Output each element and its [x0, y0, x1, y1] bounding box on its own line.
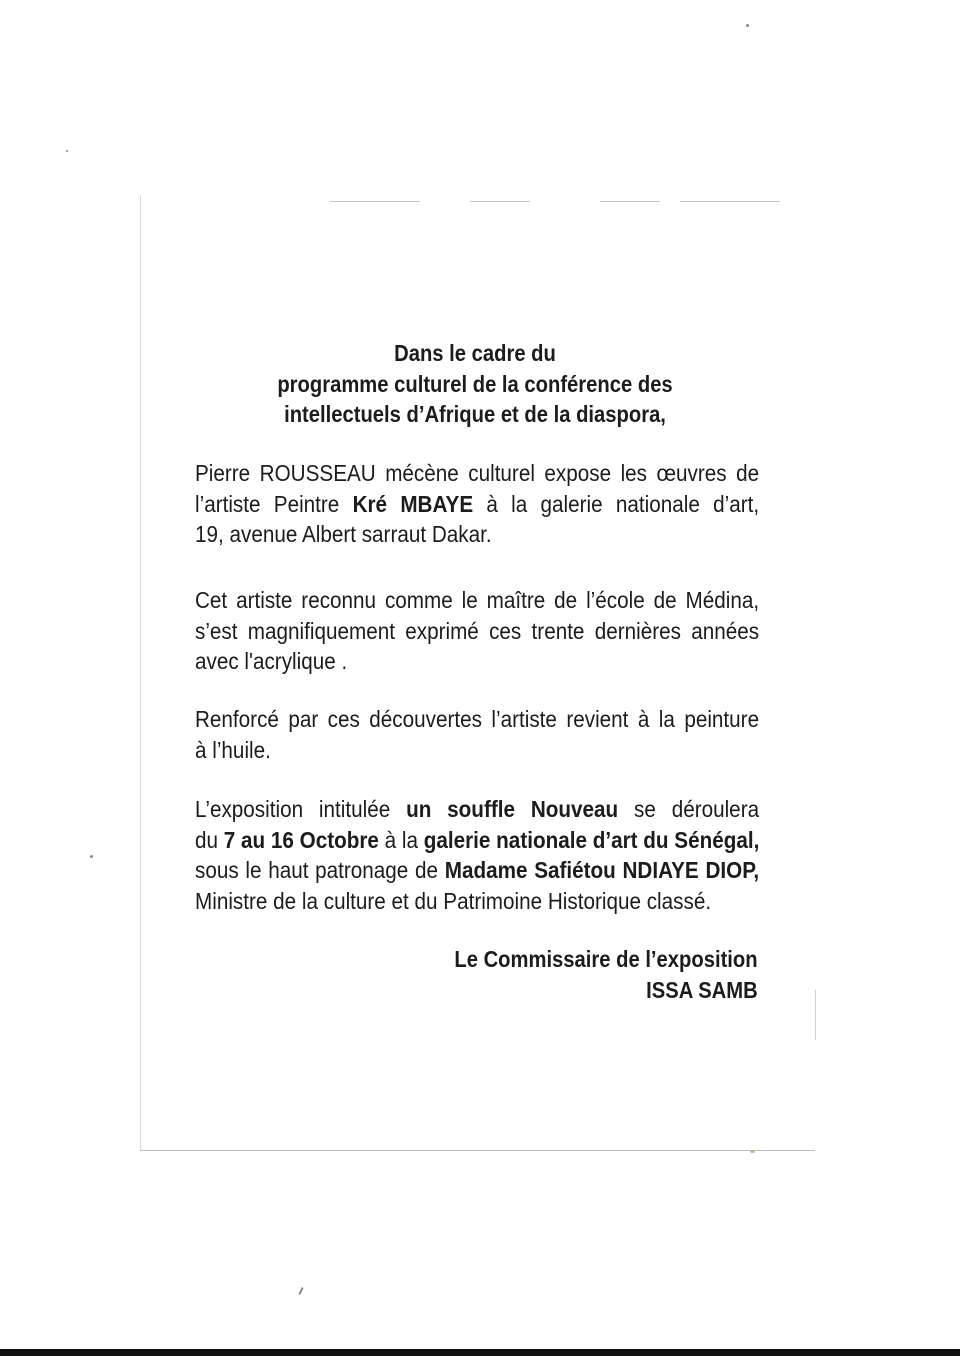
paragraph-1-line-2 — [195, 489, 759, 520]
paragraph-4-line-4: Ministre de la culture et du Patrimoine Historique classé. — [195, 887, 712, 914]
paragraph-1-line-3: 19, avenue Albert sarraut Dakar. — [195, 521, 492, 547]
scan-border-top — [680, 201, 780, 202]
paragraph-4 — [195, 794, 759, 916]
paragraph-1-line-1: Pierre ROUSSEAU mécène culturel expose les œuvres de — [195, 460, 760, 486]
exhibition-title: un souffle Nouveau — [406, 796, 619, 822]
exhibition-venue: galerie nationale d’art du Sénégal, — [423, 826, 760, 853]
scan-speck — [750, 1150, 755, 1153]
heading — [243, 338, 707, 430]
paragraph-4-line-3 — [195, 855, 759, 886]
heading-line-3: intellectuels d’Afrique et de la diaspora, — [284, 401, 666, 427]
scan-speck — [66, 150, 68, 152]
patron-name: Madame Safiétou NDIAYE DIOP, — [444, 857, 760, 883]
scan-border-bottom — [140, 1150, 815, 1151]
scan-border-left — [140, 195, 141, 1150]
scan-speck — [298, 1287, 303, 1295]
paragraph-3-line-1: Renforcé par ces découvertes l’artiste revient à la peinture — [195, 706, 760, 732]
paragraph-1 — [195, 458, 759, 550]
scan-speck — [90, 855, 93, 858]
artist-name: Kré MBAYE — [352, 490, 474, 517]
paragraph-4-line-2 — [195, 825, 759, 856]
exhibition-dates: 7 au 16 Octobre — [223, 826, 379, 853]
text: du — [195, 826, 224, 853]
text: L’exposition intitulée — [195, 796, 407, 822]
text: l’artiste Peintre — [195, 490, 353, 517]
scan-bottom-edge — [0, 1349, 960, 1356]
text: se déroulera — [618, 796, 760, 822]
paragraph-2 — [195, 585, 759, 677]
text: à la — [378, 826, 424, 853]
heading-line-1: Dans le cadre du — [394, 340, 556, 366]
text: à la galerie nationale d’art, — [473, 490, 760, 517]
scan-border-right — [815, 990, 816, 1040]
scan-border-top — [470, 201, 530, 202]
paragraph-4-line-1 — [195, 794, 759, 825]
scan-border-top — [330, 201, 420, 202]
signature-title: Le Commissaire de l’exposition — [454, 946, 758, 972]
heading-line-2: programme culturel de la conférence des — [277, 370, 673, 397]
signature-name: ISSA SAMB — [646, 977, 758, 1003]
paragraph-3 — [195, 704, 759, 765]
scan-border-top — [600, 201, 660, 202]
paragraph-2-line-2: s’est magnifiquement exprimé ces trente dernières années — [195, 617, 760, 644]
scan-speck — [746, 24, 749, 27]
paragraph-2-line-3: avec l'acrylique . — [195, 648, 348, 674]
text: sous le haut patronage de — [195, 857, 445, 883]
paragraph-3-line-2: à l’huile. — [195, 736, 271, 763]
paragraph-2-line-1: Cet artiste reconnu comme le maître de l’école de Médina, — [195, 587, 760, 613]
